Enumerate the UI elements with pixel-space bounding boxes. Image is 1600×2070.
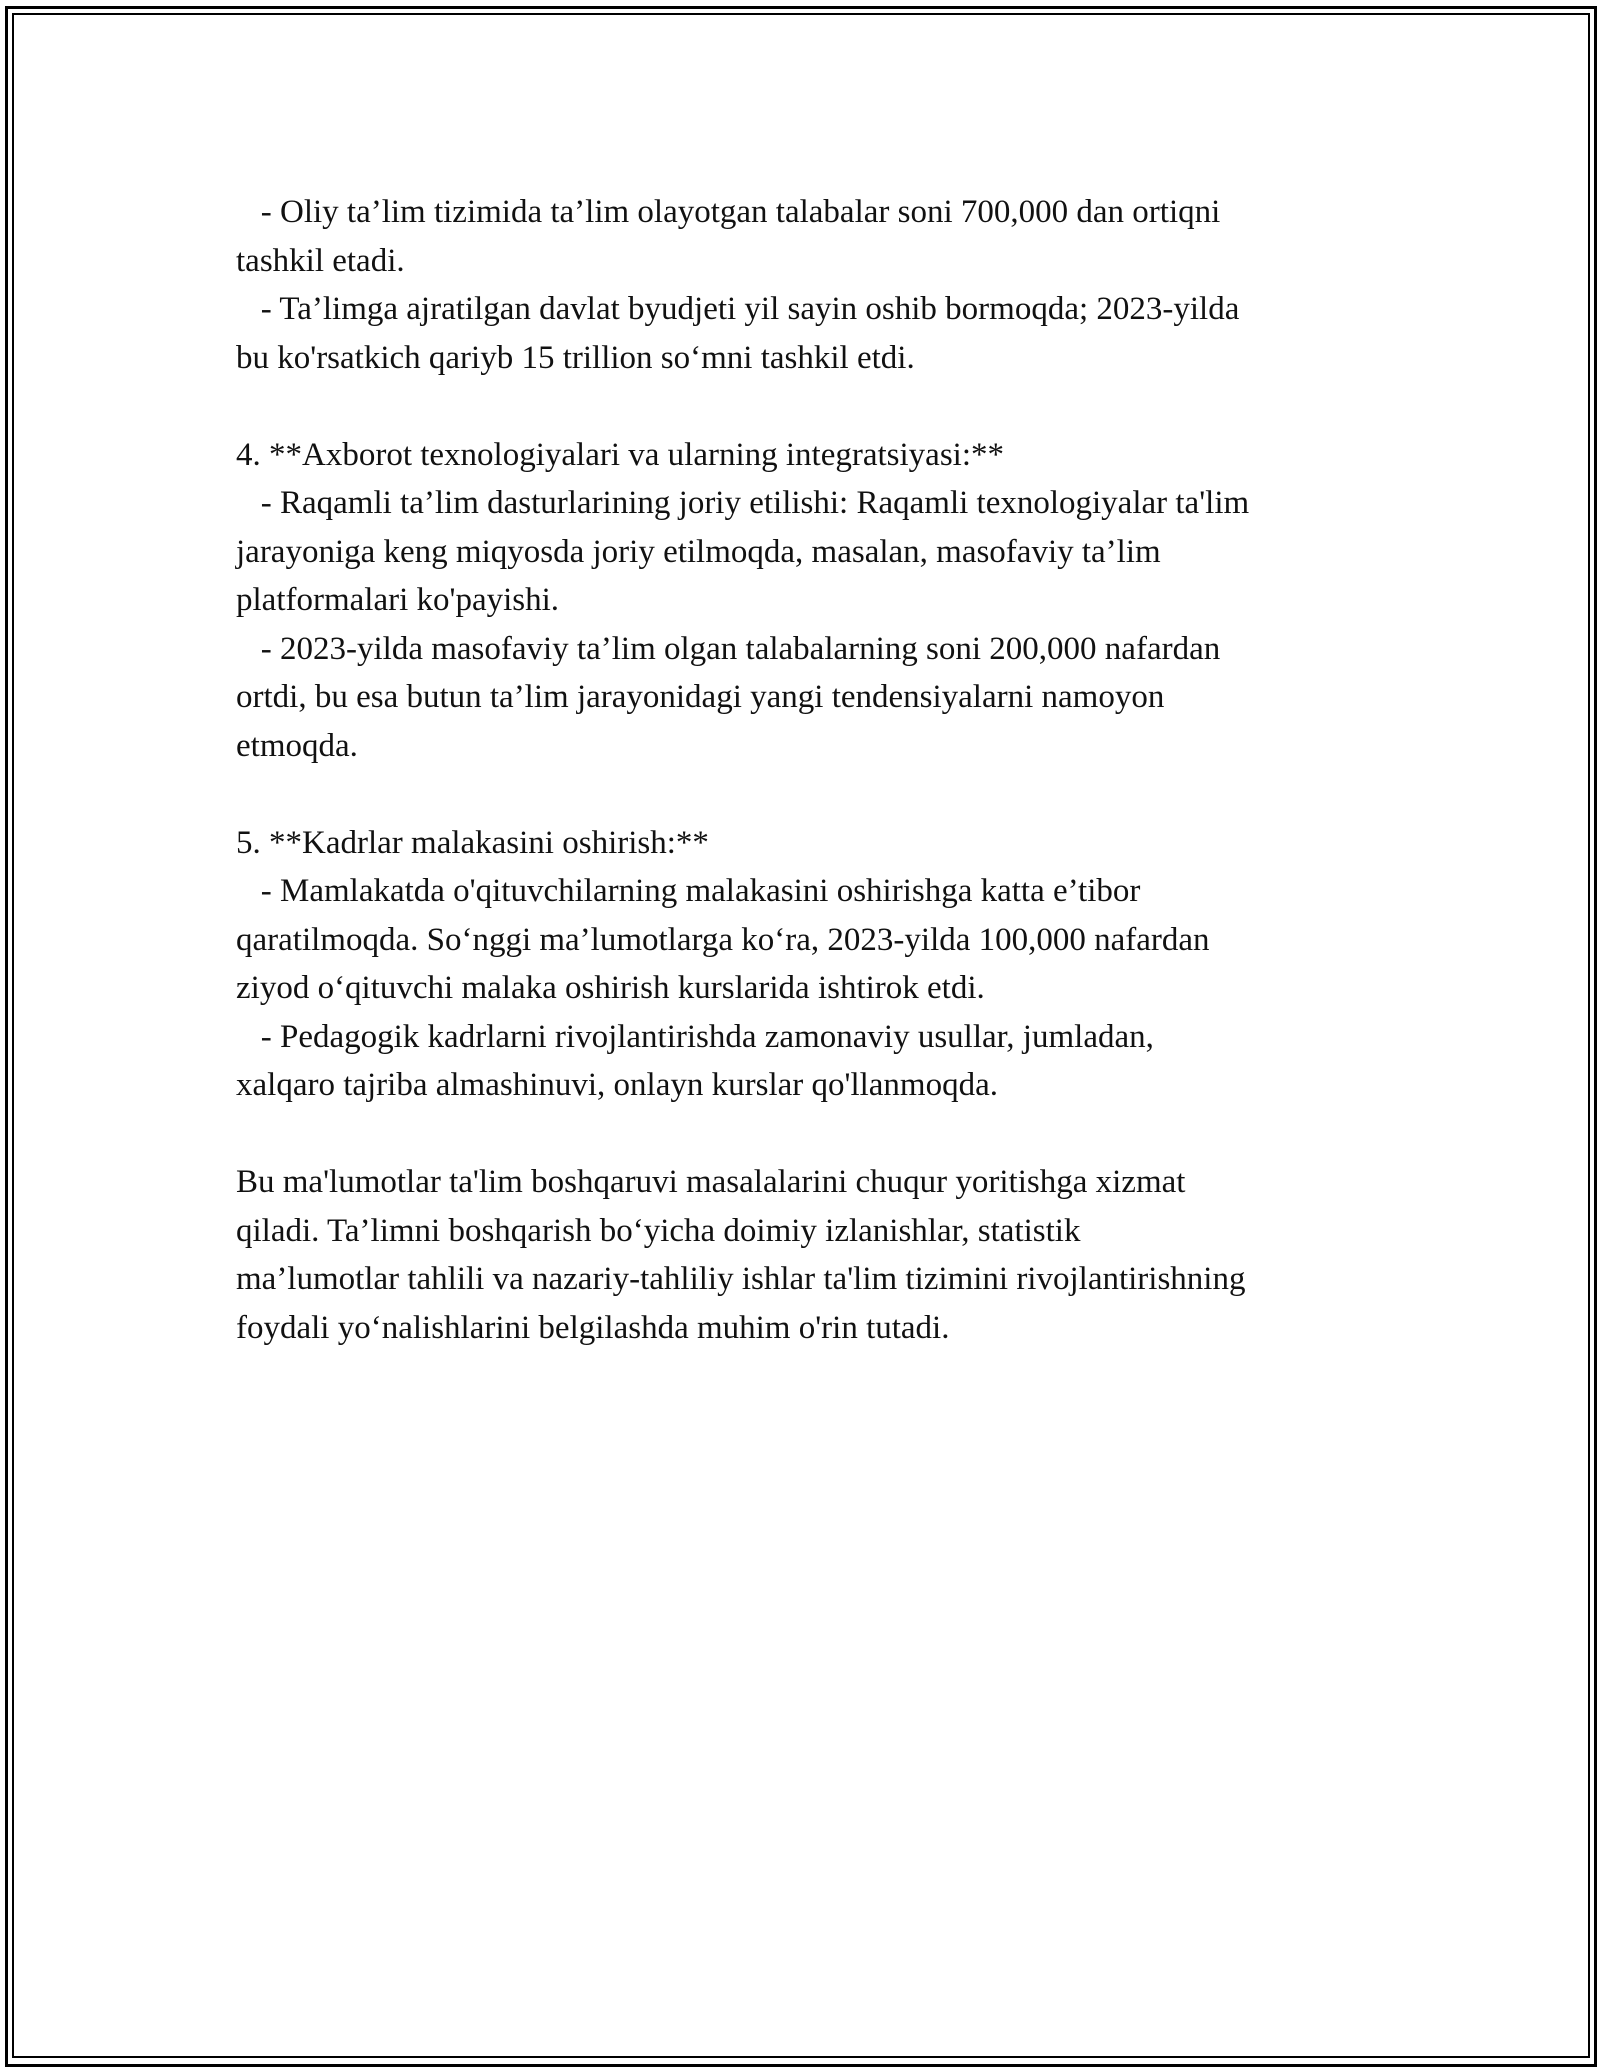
document-body (236, 188, 1386, 1352)
text-line: platformalari ko'payishi. (236, 582, 560, 618)
text-line: bu ko'rsatkich qariyb 15 trillion so‘mni tashkil etdi. (236, 339, 915, 376)
text-line: Bu ma'lumotlar ta'lim boshqaruvi masalalarini chuqur yoritishga xizmat (236, 1164, 1186, 1200)
text-line: ortdi, bu esa butun ta’lim jarayonidagi yangi tendensiyalarni namoyon (236, 679, 1165, 715)
section-it-integration (236, 431, 1386, 771)
section-heading: 4. **Axborot texnologiyalari va ularning integratsiyasi:** (236, 436, 1005, 473)
text-line: ziyod o‘qituvchi malaka oshirish kurslarida ishtirok etdi. (236, 970, 985, 1006)
paragraph-spacer (236, 1110, 1386, 1159)
text-line: ma’lumotlar tahlili va nazariy-tahliliy ishlar ta'lim tizimini rivojlantirishning (236, 1261, 1246, 1297)
text-line: tashkil etadi. (236, 242, 405, 279)
paragraph-education-stats (236, 188, 1386, 382)
text-line: - 2023-yilda masofaviy ta’lim olgan talabalarning soni 200,000 nafardan (236, 630, 1221, 667)
text-line: jarayoniga keng miqyosda joriy etilmoqda, masalan, masofaviy ta’lim (236, 533, 1161, 570)
paragraph-spacer (236, 382, 1386, 431)
text-line: - Raqamli ta’lim dasturlarining joriy etilishi: Raqamli texnologiyalar ta'lim (236, 485, 1250, 521)
text-line: - Ta’limga ajratilgan davlat byudjeti yil sayin oshib bormoqda; 2023-yilda (236, 291, 1240, 327)
text-line: qaratilmoqda. So‘nggi ma’lumotlarga ko‘ra, 2023-yilda 100,000 nafardan (236, 921, 1210, 958)
text-line: - Mamlakatda o'qituvchilarning malakasini oshirishga katta e’tibor (236, 873, 1141, 909)
text-line: - Pedagogik kadrlarni rivojlantirishda zamonaviy usullar, jumladan, (236, 1018, 1154, 1055)
section-heading: 5. **Kadrlar malakasini oshirish:** (236, 824, 709, 861)
text-line: - Oliy ta’lim tizimida ta’lim olayotgan talabalar soni 700,000 dan ortiqni (236, 194, 1221, 230)
text-line: qiladi. Ta’limni boshqarish bo‘yicha doimiy izlanishlar, statistik (236, 1212, 1081, 1249)
paragraph-spacer (236, 770, 1386, 819)
text-line: foydali yo‘nalishlarini belgilashda muhim o'rin tutadi. (236, 1309, 950, 1346)
section-staff-training (236, 819, 1386, 1110)
text-line: etmoqda. (236, 727, 358, 764)
text-line: xalqaro tajriba almashinuvi, onlayn kurslar qo'llanmoqda. (236, 1067, 998, 1103)
paragraph-conclusion (236, 1158, 1386, 1352)
